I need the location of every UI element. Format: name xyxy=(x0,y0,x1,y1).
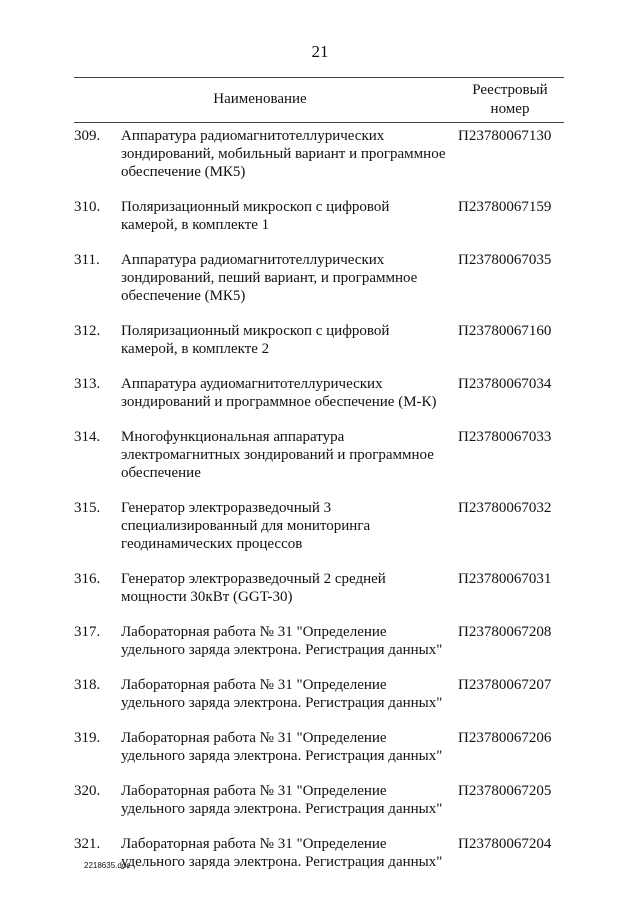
row-name-line: мощности 30кВт (GGT-30) xyxy=(121,589,293,605)
row-name xyxy=(121,835,451,871)
row-name-line: электромагнитных зондирований и программное xyxy=(121,447,434,463)
row-name xyxy=(121,375,451,411)
row-number: 316. xyxy=(74,571,101,587)
column-header-name: Наименование xyxy=(213,91,307,107)
row-number: 318. xyxy=(74,677,101,693)
row-name xyxy=(121,428,451,482)
row-name-line: Генератор электроразведочный 3 xyxy=(121,500,332,516)
row-name-line: камерой, в комплекте 1 xyxy=(121,217,270,233)
column-header-registry-number xyxy=(455,81,565,119)
row-name xyxy=(121,251,451,305)
row-name xyxy=(121,729,451,765)
row-registry-number: П23780067204 xyxy=(458,836,552,852)
table-row xyxy=(0,375,640,411)
table-header-rule xyxy=(74,122,564,123)
row-name-line: Аппаратура аудиомагнитотеллурических xyxy=(121,376,383,392)
table-row xyxy=(0,623,640,659)
table-row xyxy=(0,729,640,765)
table-row xyxy=(0,322,640,358)
row-name-line: зондирований и программное обеспечение (М-К) xyxy=(121,394,437,410)
column-header-registry-line1: Реестровый xyxy=(472,82,548,98)
row-number: 312. xyxy=(74,323,101,339)
row-name-line: Генератор электроразведочный 2 средней xyxy=(121,571,386,587)
row-number: 309. xyxy=(74,128,101,144)
row-name xyxy=(121,322,451,358)
row-name-line: удельного заряда электрона. Регистрация данных" xyxy=(121,642,443,658)
row-registry-number: П23780067130 xyxy=(458,128,552,144)
table-body xyxy=(0,127,640,888)
row-name xyxy=(121,570,451,606)
row-name-line: обеспечение (МК5) xyxy=(121,164,246,180)
document-footer-filename: 2218635.doc xyxy=(84,861,131,870)
table-row xyxy=(0,570,640,606)
row-name xyxy=(121,782,451,818)
row-name-line: удельного заряда электрона. Регистрация данных" xyxy=(121,801,443,817)
row-registry-number: П23780067032 xyxy=(458,500,552,516)
row-name-line: зондирований, мобильный вариант и программное xyxy=(121,146,446,162)
row-name-line: Многофункциональная аппаратура xyxy=(121,429,345,445)
row-name-line: Аппаратура радиомагнитотеллурических xyxy=(121,128,385,144)
row-name xyxy=(121,499,451,553)
table-row xyxy=(0,676,640,712)
row-name-line: обеспечение xyxy=(121,465,201,481)
row-registry-number: П23780067206 xyxy=(458,730,552,746)
row-registry-number: П23780067208 xyxy=(458,624,552,640)
row-registry-number: П23780067031 xyxy=(458,571,552,587)
row-name-line: удельного заряда электрона. Регистрация данных" xyxy=(121,854,443,870)
row-name-line: Лабораторная работа № 31 "Определение xyxy=(121,677,387,693)
column-header-registry-line2: номер xyxy=(490,101,530,117)
row-registry-number: П23780067033 xyxy=(458,429,552,445)
row-registry-number: П23780067159 xyxy=(458,199,552,215)
table-row xyxy=(0,127,640,181)
row-name xyxy=(121,127,451,181)
row-number: 314. xyxy=(74,429,101,445)
row-name-line: Аппаратура радиомагнитотеллурических xyxy=(121,252,385,268)
row-name-line: удельного заряда электрона. Регистрация данных" xyxy=(121,695,443,711)
row-number: 315. xyxy=(74,500,101,516)
row-number: 320. xyxy=(74,783,101,799)
row-registry-number: П23780067160 xyxy=(458,323,552,339)
row-number: 311. xyxy=(74,252,100,268)
row-number: 313. xyxy=(74,376,101,392)
row-name-line: Лабораторная работа № 31 "Определение xyxy=(121,783,387,799)
row-registry-number: П23780067035 xyxy=(458,252,552,268)
row-number: 321. xyxy=(74,836,101,852)
row-number: 319. xyxy=(74,730,101,746)
row-name xyxy=(121,623,451,659)
row-name-line: удельного заряда электрона. Регистрация данных" xyxy=(121,748,443,764)
row-name-line: специализированный для мониторинга xyxy=(121,518,371,534)
table-row xyxy=(0,782,640,818)
row-number: 317. xyxy=(74,624,101,640)
row-name-line: Лабораторная работа № 31 "Определение xyxy=(121,836,387,852)
table-row xyxy=(0,499,640,553)
row-name-line: Поляризационный микроскоп с цифровой xyxy=(121,323,390,339)
table-row xyxy=(0,198,640,234)
row-name xyxy=(121,676,451,712)
page-number: 21 xyxy=(311,42,329,61)
table-row xyxy=(0,251,640,305)
row-registry-number: П23780067205 xyxy=(458,783,552,799)
row-name-line: зондирований, пеший вариант, и программное xyxy=(121,270,418,286)
row-registry-number: П23780067034 xyxy=(458,376,552,392)
row-name-line: Поляризационный микроскоп с цифровой xyxy=(121,199,390,215)
row-number: 310. xyxy=(74,199,101,215)
row-name-line: обеспечение (МК5) xyxy=(121,288,246,304)
table-top-rule xyxy=(74,77,564,78)
row-name-line: камерой, в комплекте 2 xyxy=(121,341,270,357)
row-name-line: геодинамических процессов xyxy=(121,536,303,552)
row-name-line: Лабораторная работа № 31 "Определение xyxy=(121,624,387,640)
row-name-line: Лабораторная работа № 31 "Определение xyxy=(121,730,387,746)
row-registry-number: П23780067207 xyxy=(458,677,552,693)
table-row xyxy=(0,428,640,482)
row-name xyxy=(121,198,451,234)
